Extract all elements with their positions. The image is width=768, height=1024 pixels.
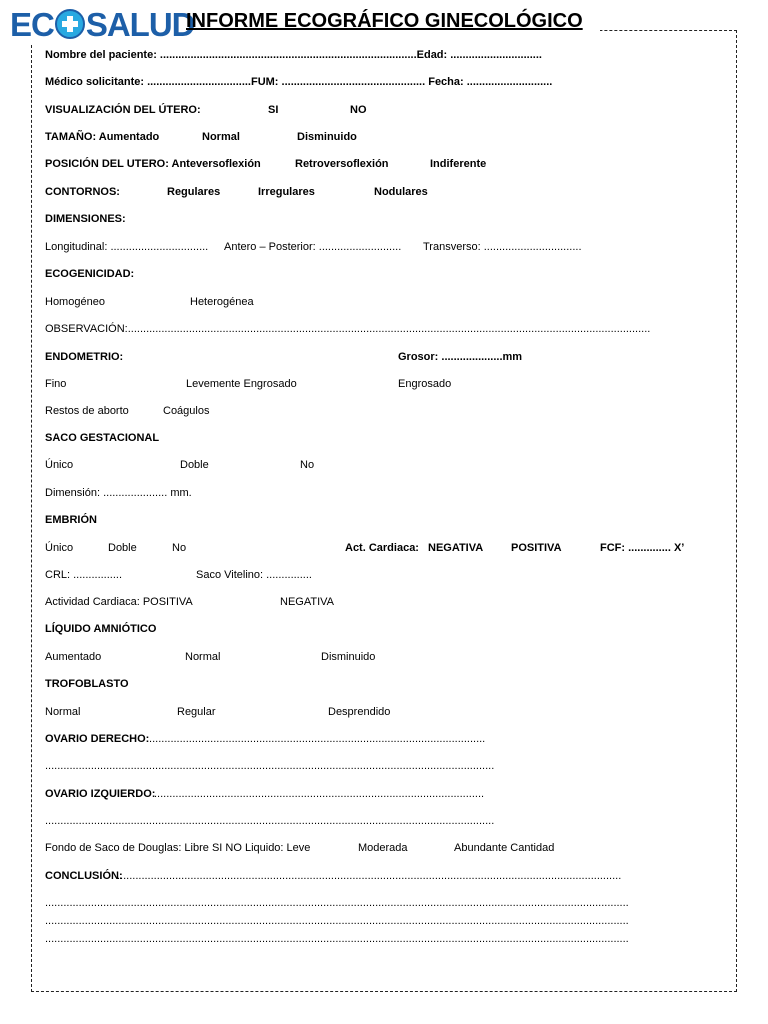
form-field-text[interactable]: ................................................................................................................................................... bbox=[45, 815, 495, 827]
form-field-text[interactable]: Médico solicitante: ..................................FUM: ............................................... Fecha: ............................ bbox=[45, 76, 553, 88]
form-field-text[interactable]: ..................................................................................................................................................................... bbox=[117, 870, 622, 882]
form-field-text[interactable]: Saco Vitelino: ............... bbox=[196, 569, 312, 581]
form-field-text[interactable]: Nombre del paciente: ....................................................................................Edad: .............................. bbox=[45, 49, 542, 61]
form-field-text: Fino bbox=[45, 378, 67, 390]
form-field-text: Restos de aborto bbox=[45, 405, 129, 417]
form-field-text: Normal bbox=[185, 651, 221, 663]
form-field-text: POSITIVA bbox=[511, 542, 562, 554]
form-field-text: TROFOBLASTO bbox=[45, 678, 129, 690]
form-field-text: Normal bbox=[202, 131, 240, 143]
form-field-text: EMBRIÓN bbox=[45, 514, 97, 526]
form-field-text: NEGATIVA bbox=[428, 542, 484, 554]
form-field-text: ECOGENICIDAD: bbox=[45, 268, 135, 280]
form-field-text: Levemente Engrosado bbox=[186, 378, 297, 390]
form-field-text: Aumentado bbox=[45, 651, 102, 663]
form-field-text: Heterogénea bbox=[190, 296, 254, 308]
form-field-text: NO bbox=[350, 104, 367, 116]
form-field-text: Doble bbox=[180, 459, 209, 471]
form-field-text[interactable]: ............................................................................................................................................................................................... bbox=[45, 933, 629, 945]
form-field-text: OVARIO DERECHO: bbox=[45, 733, 150, 745]
form-field-text: DIMENSIONES: bbox=[45, 213, 126, 225]
form-field-text: TAMAÑO: Aumentado bbox=[45, 131, 160, 143]
form-field-text: CONCLUSIÓN: bbox=[45, 870, 123, 882]
form-field-text: No bbox=[300, 459, 315, 471]
form-field-text[interactable]: Grosor: ....................mm bbox=[398, 351, 523, 363]
form-field-text[interactable]: ............................................................................................................................................................................................... bbox=[45, 897, 629, 909]
form-field-text: Único bbox=[45, 542, 74, 554]
form-field-text: Indiferente bbox=[430, 158, 487, 170]
form-field-text: VISUALIZACIÓN DEL ÚTERO: bbox=[45, 104, 201, 116]
form-field-text[interactable]: CRL: ................ bbox=[45, 569, 123, 581]
form-field-text: Coágulos bbox=[163, 405, 210, 417]
form-field-text: Regular bbox=[177, 706, 216, 718]
form-field-text: No bbox=[172, 542, 187, 554]
form-field-text: LÍQUIDO AMNIÓTICO bbox=[45, 623, 157, 635]
form-field-text[interactable]: OBSERVACIÓN:........................................................................................................................................................................... bbox=[45, 323, 651, 335]
form-field-text: Disminuido bbox=[297, 131, 357, 143]
logo-text-right: SALUD bbox=[85, 5, 195, 43]
form-field-text[interactable]: Antero – Posterior: ........................... bbox=[224, 241, 402, 253]
form-field-text: Engrosado bbox=[398, 378, 452, 390]
document-title: INFORME ECOGRÁFICO GINECOLÓGICO bbox=[186, 10, 583, 32]
form-field-text: Irregulares bbox=[258, 186, 315, 198]
form-field-text[interactable]: ................................................................................................................................................... bbox=[45, 760, 495, 772]
form-field-text: Único bbox=[45, 459, 74, 471]
form-field-text: NEGATIVA bbox=[280, 596, 334, 608]
form-field-text: CONTORNOS: bbox=[45, 186, 120, 198]
form-field-text: Actividad Cardiaca: POSITIVA bbox=[45, 596, 193, 608]
form-field-text: SI bbox=[268, 104, 279, 116]
form-field-text: Normal bbox=[45, 706, 81, 718]
form-field-text: Fondo de Saco de Douglas: Libre SI NO Liquido: Leve bbox=[45, 842, 311, 854]
form-field-text[interactable]: FCF: .............. X’ bbox=[600, 542, 685, 554]
form-field-text: ENDOMETRIO: bbox=[45, 351, 124, 363]
form-field-text: OVARIO IZQUIERDO: bbox=[45, 788, 156, 800]
form-field-text: Moderada bbox=[358, 842, 408, 854]
form-field-text: Homogéneo bbox=[45, 296, 105, 308]
form-field-text: SACO GESTACIONAL bbox=[45, 432, 160, 444]
logo-text-left: EC bbox=[10, 5, 54, 43]
form-field-text: Disminuido bbox=[321, 651, 376, 663]
form-field-text[interactable]: ............................................................................................................................................................................................... bbox=[45, 915, 629, 927]
form-field-text: Retroversoflexión bbox=[295, 158, 389, 170]
form-field-text: Desprendido bbox=[328, 706, 391, 718]
form-field-text[interactable]: Transverso: ................................ bbox=[423, 241, 582, 253]
form-field-text[interactable]: Longitudinal: ................................ bbox=[45, 241, 209, 253]
form-field-text: Act. Cardiaca: bbox=[345, 542, 419, 554]
form-field-text[interactable]: ............................................................................................................... bbox=[146, 733, 486, 745]
ecosalud-logo bbox=[10, 4, 195, 44]
form-field-text: Abundante Cantidad bbox=[454, 842, 555, 854]
medical-cross-icon bbox=[55, 9, 85, 39]
form-field-text[interactable]: Dimensión: ..................... mm. bbox=[45, 487, 192, 499]
form-field-text: Regulares bbox=[167, 186, 221, 198]
form-field-text: Doble bbox=[108, 542, 137, 554]
form-field-text: POSICIÓN DEL UTERO: Anteversoflexión bbox=[45, 158, 261, 170]
form-field-text[interactable]: ............................................................................................................ bbox=[154, 788, 485, 800]
form-field-text: Nodulares bbox=[374, 186, 428, 198]
